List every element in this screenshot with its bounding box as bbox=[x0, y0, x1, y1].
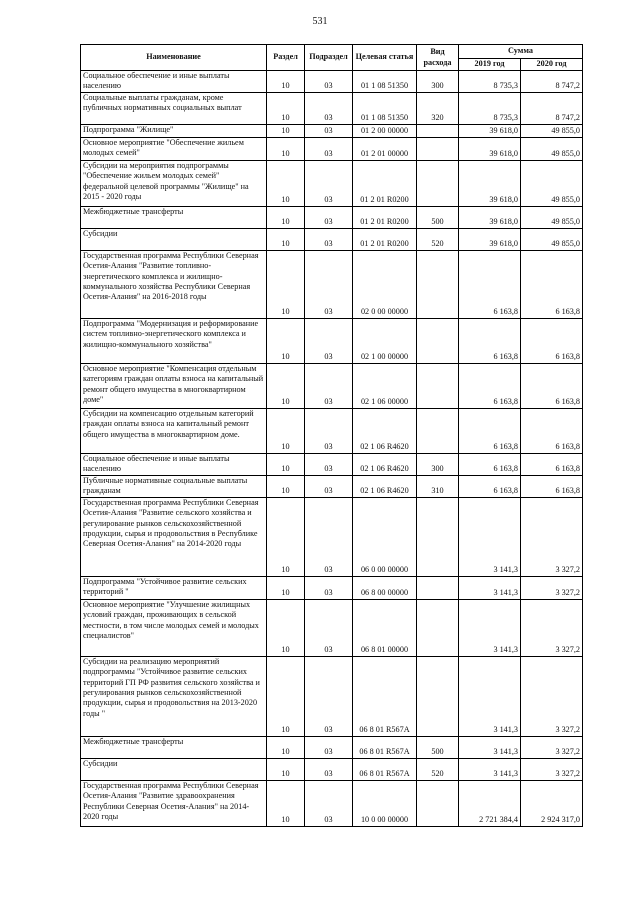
row-sum-2019: 2 721 384,4 bbox=[459, 780, 521, 826]
row-expense-type bbox=[417, 318, 459, 363]
table-row bbox=[81, 656, 583, 736]
row-target: 01 1 08 51350 bbox=[353, 71, 417, 93]
row-name: Подпрограмма "Модернизация и реформирование систем топливно-энергетического комплекса и жилищно-коммунального хозяйства" bbox=[81, 318, 267, 363]
row-sum-2020: 49 855,0 bbox=[521, 228, 583, 250]
row-expense-type: 500 bbox=[417, 736, 459, 758]
row-sum-2020: 49 855,0 bbox=[521, 160, 583, 206]
row-expense-type: 310 bbox=[417, 475, 459, 497]
budget-table bbox=[80, 44, 583, 827]
table-row bbox=[81, 408, 583, 453]
row-subsection: 03 bbox=[305, 758, 353, 780]
table-row bbox=[81, 363, 583, 408]
row-subsection: 03 bbox=[305, 475, 353, 497]
table-row bbox=[81, 453, 583, 475]
row-sum-2019: 6 163,8 bbox=[459, 363, 521, 408]
row-sum-2019: 39 618,0 bbox=[459, 124, 521, 137]
row-target: 10 0 00 00000 bbox=[353, 780, 417, 826]
header-2020: 2020 год bbox=[521, 59, 583, 71]
row-expense-type bbox=[417, 656, 459, 736]
table-row bbox=[81, 599, 583, 656]
header-target: Целевая статья bbox=[353, 45, 417, 71]
row-section: 10 bbox=[267, 453, 305, 475]
row-sum-2020: 3 327,2 bbox=[521, 736, 583, 758]
row-sum-2020: 6 163,8 bbox=[521, 250, 583, 318]
row-name: Межбюджетные трансферты bbox=[81, 736, 267, 758]
row-section: 10 bbox=[267, 408, 305, 453]
row-expense-type bbox=[417, 497, 459, 576]
row-sum-2020: 6 163,8 bbox=[521, 318, 583, 363]
row-sum-2019: 39 618,0 bbox=[459, 137, 521, 160]
row-section: 10 bbox=[267, 206, 305, 228]
row-name: Публичные нормативные социальные выплаты гражданам bbox=[81, 475, 267, 497]
row-target: 02 1 06 R4620 bbox=[353, 453, 417, 475]
row-sum-2019: 6 163,8 bbox=[459, 250, 521, 318]
row-sum-2020: 49 855,0 bbox=[521, 124, 583, 137]
row-name: Социальные выплаты гражданам, кроме публичных нормативных социальных выплат bbox=[81, 92, 267, 124]
row-sum-2020: 49 855,0 bbox=[521, 137, 583, 160]
row-expense-type bbox=[417, 599, 459, 656]
row-expense-type: 320 bbox=[417, 92, 459, 124]
row-subsection: 03 bbox=[305, 576, 353, 599]
row-sum-2019: 6 163,8 bbox=[459, 453, 521, 475]
row-section: 10 bbox=[267, 576, 305, 599]
table-row bbox=[81, 780, 583, 826]
row-sum-2019: 6 163,8 bbox=[459, 475, 521, 497]
row-target: 06 8 00 00000 bbox=[353, 576, 417, 599]
row-subsection: 03 bbox=[305, 780, 353, 826]
row-sum-2019: 3 141,3 bbox=[459, 758, 521, 780]
header-section: Раздел bbox=[267, 45, 305, 71]
row-subsection: 03 bbox=[305, 318, 353, 363]
header-2019: 2019 год bbox=[459, 59, 521, 71]
row-sum-2020: 6 163,8 bbox=[521, 408, 583, 453]
row-sum-2019: 8 735,3 bbox=[459, 92, 521, 124]
row-section: 10 bbox=[267, 475, 305, 497]
header-subsection: Подраздел bbox=[305, 45, 353, 71]
row-expense-type: 520 bbox=[417, 228, 459, 250]
row-section: 10 bbox=[267, 599, 305, 656]
table-row bbox=[81, 206, 583, 228]
row-target: 01 2 01 R0200 bbox=[353, 206, 417, 228]
row-section: 10 bbox=[267, 92, 305, 124]
row-name: Межбюджетные трансферты bbox=[81, 206, 267, 228]
row-target: 02 1 00 00000 bbox=[353, 318, 417, 363]
row-name: Основное мероприятие "Компенсация отдельным категориям граждан оплаты взноса на капитальный ремонт общего имущества в многоквартирном доме" bbox=[81, 363, 267, 408]
row-name: Субсидии bbox=[81, 228, 267, 250]
row-name: Социальное обеспечение и иные выплаты населению bbox=[81, 71, 267, 93]
row-section: 10 bbox=[267, 228, 305, 250]
table-row bbox=[81, 92, 583, 124]
row-subsection: 03 bbox=[305, 599, 353, 656]
row-section: 10 bbox=[267, 363, 305, 408]
row-section: 10 bbox=[267, 160, 305, 206]
row-sum-2019: 39 618,0 bbox=[459, 206, 521, 228]
row-expense-type bbox=[417, 408, 459, 453]
row-target: 01 2 01 R0200 bbox=[353, 160, 417, 206]
table-header bbox=[81, 45, 583, 71]
row-target: 01 2 01 R0200 bbox=[353, 228, 417, 250]
row-subsection: 03 bbox=[305, 656, 353, 736]
table-row bbox=[81, 736, 583, 758]
row-target: 02 1 06 R4620 bbox=[353, 408, 417, 453]
row-subsection: 03 bbox=[305, 408, 353, 453]
row-name: Подпрограмма "Жилище" bbox=[81, 124, 267, 137]
row-sum-2020: 6 163,8 bbox=[521, 453, 583, 475]
row-expense-type bbox=[417, 780, 459, 826]
row-subsection: 03 bbox=[305, 71, 353, 93]
row-subsection: 03 bbox=[305, 206, 353, 228]
header-name: Наименование bbox=[81, 45, 267, 71]
table-row bbox=[81, 758, 583, 780]
row-sum-2020: 6 163,8 bbox=[521, 475, 583, 497]
row-sum-2020: 8 747,2 bbox=[521, 71, 583, 93]
table-row bbox=[81, 124, 583, 137]
row-name: Основное мероприятие "Обеспечение жильем молодых семей" bbox=[81, 137, 267, 160]
row-sum-2019: 39 618,0 bbox=[459, 160, 521, 206]
row-section: 10 bbox=[267, 736, 305, 758]
row-target: 01 1 08 51350 bbox=[353, 92, 417, 124]
row-sum-2020: 3 327,2 bbox=[521, 497, 583, 576]
row-subsection: 03 bbox=[305, 124, 353, 137]
row-sum-2020: 49 855,0 bbox=[521, 206, 583, 228]
row-section: 10 bbox=[267, 758, 305, 780]
row-expense-type: 300 bbox=[417, 71, 459, 93]
row-section: 10 bbox=[267, 497, 305, 576]
row-target: 01 2 01 00000 bbox=[353, 137, 417, 160]
row-expense-type bbox=[417, 250, 459, 318]
row-name: Государственная программа Республики Северная Осетия-Алания "Развитие сельского хозяйства и регулирование рынков сельскохозяйственной продукции, сырья и продовольствия в Республике Северная Осетия-Алания" на 2014-2020 годы bbox=[81, 497, 267, 576]
row-sum-2019: 3 141,3 bbox=[459, 497, 521, 576]
row-expense-type bbox=[417, 160, 459, 206]
row-sum-2020: 3 327,2 bbox=[521, 576, 583, 599]
row-expense-type bbox=[417, 124, 459, 137]
row-target: 06 8 01 R567A bbox=[353, 656, 417, 736]
row-target: 01 2 00 00000 bbox=[353, 124, 417, 137]
row-section: 10 bbox=[267, 656, 305, 736]
header-expense-type: Вид расхода bbox=[417, 45, 459, 71]
row-sum-2019: 6 163,8 bbox=[459, 318, 521, 363]
row-name: Субсидии на компенсацию отдельным категорий граждан оплаты взноса на капитальный ремонт общего имущества в многоквартирном доме. bbox=[81, 408, 267, 453]
row-sum-2020: 3 327,2 bbox=[521, 599, 583, 656]
row-name: Социальное обеспечение и иные выплаты населению bbox=[81, 453, 267, 475]
row-sum-2020: 8 747,2 bbox=[521, 92, 583, 124]
row-sum-2019: 3 141,3 bbox=[459, 599, 521, 656]
row-sum-2020: 3 327,2 bbox=[521, 758, 583, 780]
table-row bbox=[81, 137, 583, 160]
row-name: Основное мероприятие "Улучшение жилищных условий граждан, проживающих в сельской местности, в том числе молодых семей и молодых специалистов" bbox=[81, 599, 267, 656]
row-target: 06 8 01 00000 bbox=[353, 599, 417, 656]
row-sum-2019: 39 618,0 bbox=[459, 228, 521, 250]
row-sum-2019: 8 735,3 bbox=[459, 71, 521, 93]
row-expense-type bbox=[417, 363, 459, 408]
table-row bbox=[81, 497, 583, 576]
table-row bbox=[81, 228, 583, 250]
row-sum-2019: 3 141,3 bbox=[459, 656, 521, 736]
row-name: Субсидии на мероприятия подпрограммы "Обеспечение жильем молодых семей" федеральной целевой программы "Жилище" на 2015 - 2020 годы bbox=[81, 160, 267, 206]
row-expense-type: 500 bbox=[417, 206, 459, 228]
row-section: 10 bbox=[267, 137, 305, 160]
row-expense-type bbox=[417, 137, 459, 160]
row-subsection: 03 bbox=[305, 453, 353, 475]
row-expense-type: 520 bbox=[417, 758, 459, 780]
row-name: Субсидии bbox=[81, 758, 267, 780]
row-section: 10 bbox=[267, 780, 305, 826]
row-expense-type bbox=[417, 576, 459, 599]
row-subsection: 03 bbox=[305, 497, 353, 576]
table-row bbox=[81, 71, 583, 93]
row-target: 02 0 00 00000 bbox=[353, 250, 417, 318]
row-section: 10 bbox=[267, 250, 305, 318]
row-section: 10 bbox=[267, 318, 305, 363]
row-sum-2020: 2 924 317,0 bbox=[521, 780, 583, 826]
row-sum-2019: 3 141,3 bbox=[459, 736, 521, 758]
row-name: Государственная программа Республики Северная Осетия-Алания "Развитие здравоохранения Республики Северная Осетия-Алания" на 2014-2020 годы bbox=[81, 780, 267, 826]
row-target: 06 8 01 R567A bbox=[353, 736, 417, 758]
row-subsection: 03 bbox=[305, 736, 353, 758]
table-row bbox=[81, 576, 583, 599]
row-sum-2020: 6 163,8 bbox=[521, 363, 583, 408]
row-name: Государственная программа Республики Северная Осетия-Алания "Развитие топливно-энергетического комплекса и жилищно-коммунального хозяйства Республики Северная Осетия-Алания" на 2016-2018 годы bbox=[81, 250, 267, 318]
row-subsection: 03 bbox=[305, 250, 353, 318]
row-sum-2019: 3 141,3 bbox=[459, 576, 521, 599]
page-number: 531 bbox=[312, 16, 328, 27]
row-target: 06 8 01 R567A bbox=[353, 758, 417, 780]
row-target: 02 1 06 00000 bbox=[353, 363, 417, 408]
row-section: 10 bbox=[267, 124, 305, 137]
row-target: 06 0 00 00000 bbox=[353, 497, 417, 576]
table-row bbox=[81, 250, 583, 318]
row-name: Подпрограмма "Устойчивое развитие сельских территорий " bbox=[81, 576, 267, 599]
row-sum-2020: 3 327,2 bbox=[521, 656, 583, 736]
row-section: 10 bbox=[267, 71, 305, 93]
row-name: Субсидии на реализацию мероприятий подпрограммы "Устойчивое развитие сельских территорий ГП РФ развития сельского хозяйства и регулирования рынков сельскохозяйственной продукции, сырья и продовольствия на 2013-2020 годы " bbox=[81, 656, 267, 736]
row-subsection: 03 bbox=[305, 228, 353, 250]
table-row bbox=[81, 318, 583, 363]
row-expense-type: 300 bbox=[417, 453, 459, 475]
table-row bbox=[81, 160, 583, 206]
row-subsection: 03 bbox=[305, 92, 353, 124]
row-subsection: 03 bbox=[305, 363, 353, 408]
row-subsection: 03 bbox=[305, 137, 353, 160]
table-row bbox=[81, 475, 583, 497]
header-sum: Сумма bbox=[459, 45, 583, 59]
row-sum-2019: 6 163,8 bbox=[459, 408, 521, 453]
row-target: 02 1 06 R4620 bbox=[353, 475, 417, 497]
row-subsection: 03 bbox=[305, 160, 353, 206]
